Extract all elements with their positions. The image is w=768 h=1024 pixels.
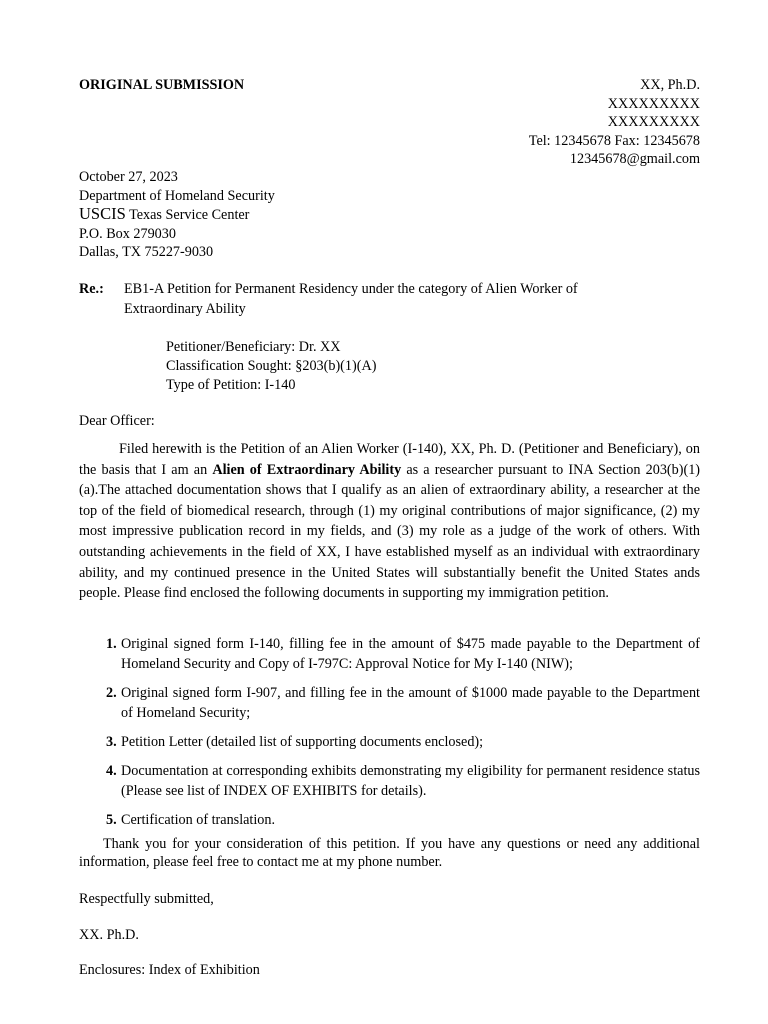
list-item-number: 4.	[106, 763, 117, 779]
valediction: Respectfully submitted,	[79, 891, 214, 907]
list-item	[79, 810, 700, 830]
list-item-text: Petition Letter (detailed list of supporting documents enclosed);	[121, 734, 484, 750]
petition-type-line: Type of Petition: I-140	[166, 377, 296, 393]
sender-phone-fax: Tel: 12345678 Fax: 12345678	[528, 132, 700, 149]
list-item-number: 3.	[106, 734, 117, 750]
sender-email: 12345678@gmail.com	[569, 151, 700, 168]
document-heading: ORIGINAL SUBMISSION	[79, 77, 245, 93]
list-item	[79, 761, 700, 801]
list-item-number: 2.	[106, 685, 117, 701]
list-item	[79, 683, 700, 723]
petition-details	[166, 338, 376, 395]
body-text-part-1: Filed herewith is the Petition of an Alien Worker (I-140), XX, Ph. D. (Petitioner and Beneficiary), on the basis that I am an	[79, 441, 700, 478]
re-subject: EB1-A Petition for Permanent Residency under the category of Alien Worker of Extraordinary Ability	[124, 281, 578, 317]
body-text-part-2: as a researcher pursuant to INA Section 203(b)(1)(a).The attached documentation shows that I qualify as an alien of extraordinary ability, a researcher at the top of the field of biomedical research, through (1) my original contributions of major significance, (2) my most impressive publication record in my fields, and (3) my role as a judge of the work of others. With outstanding achievements in the field of XX, I have established myself as an individual with extraordinary ability, and my continued presence in the United States will substantially benefit the United States ands people. Please find enclosed the following documents in supporting my immigration petition.	[79, 461, 701, 602]
enclosures-note: Enclosures: Index of Exhibition	[79, 962, 260, 978]
re-label: Re.:	[79, 281, 104, 297]
closing-paragraph: Thank you for your consideration of this petition. If you have any questions or need any additional information, please feel free to contact me at my phone number.	[79, 836, 700, 870]
list-item-text: Original signed form I-907, and filling fee in the amount of $1000 made payable to the Department of Homeland Security;	[121, 685, 700, 721]
list-item-text: Certification of translation.	[121, 812, 276, 828]
sender-block	[529, 76, 700, 169]
recipient-city: Dallas, TX 75227-9030	[79, 244, 214, 261]
enclosed-documents-list	[79, 634, 700, 830]
agency-abbreviation: USCIS	[79, 204, 126, 224]
classification-line: Classification Sought: §203(b)(1)(A)	[166, 358, 377, 374]
salutation: Dear Officer:	[79, 413, 155, 429]
petitioner-line: Petitioner/Beneficiary: Dr. XX	[166, 339, 341, 355]
sender-address-line-1: XXXXXXXXX	[607, 95, 700, 112]
recipient-block	[79, 168, 275, 262]
list-item-text: Documentation at corresponding exhibits demonstrating my eligibility for permanent residence status (Please see list of INDEX OF EXHIBITS for details).	[121, 763, 700, 799]
recipient-department: Department of Homeland Security	[79, 187, 275, 204]
sender-address-line-2: XXXXXXXXX	[607, 114, 700, 131]
body-paragraph	[79, 439, 700, 604]
sender-name: XX, Ph.D.	[640, 77, 700, 93]
recipient-agency	[79, 205, 275, 225]
body-text-bold: Alien of Extraordinary Ability	[212, 461, 402, 478]
signature: XX. Ph.D.	[79, 927, 139, 943]
letter-date: October 27, 2023	[79, 169, 178, 185]
list-item-number: 5.	[106, 812, 117, 828]
recipient-po-box: P.O. Box 279030	[79, 225, 176, 242]
list-item-number: 1.	[106, 636, 117, 652]
list-item-text: Original signed form I-140, filling fee in the amount of $475 made payable to the Department of Homeland Security and Copy of I-797C: Approval Notice for My I-140 (NIW);	[121, 636, 700, 672]
list-item	[79, 732, 700, 752]
agency-office: Texas Service Center	[125, 207, 250, 224]
list-item	[79, 634, 700, 674]
